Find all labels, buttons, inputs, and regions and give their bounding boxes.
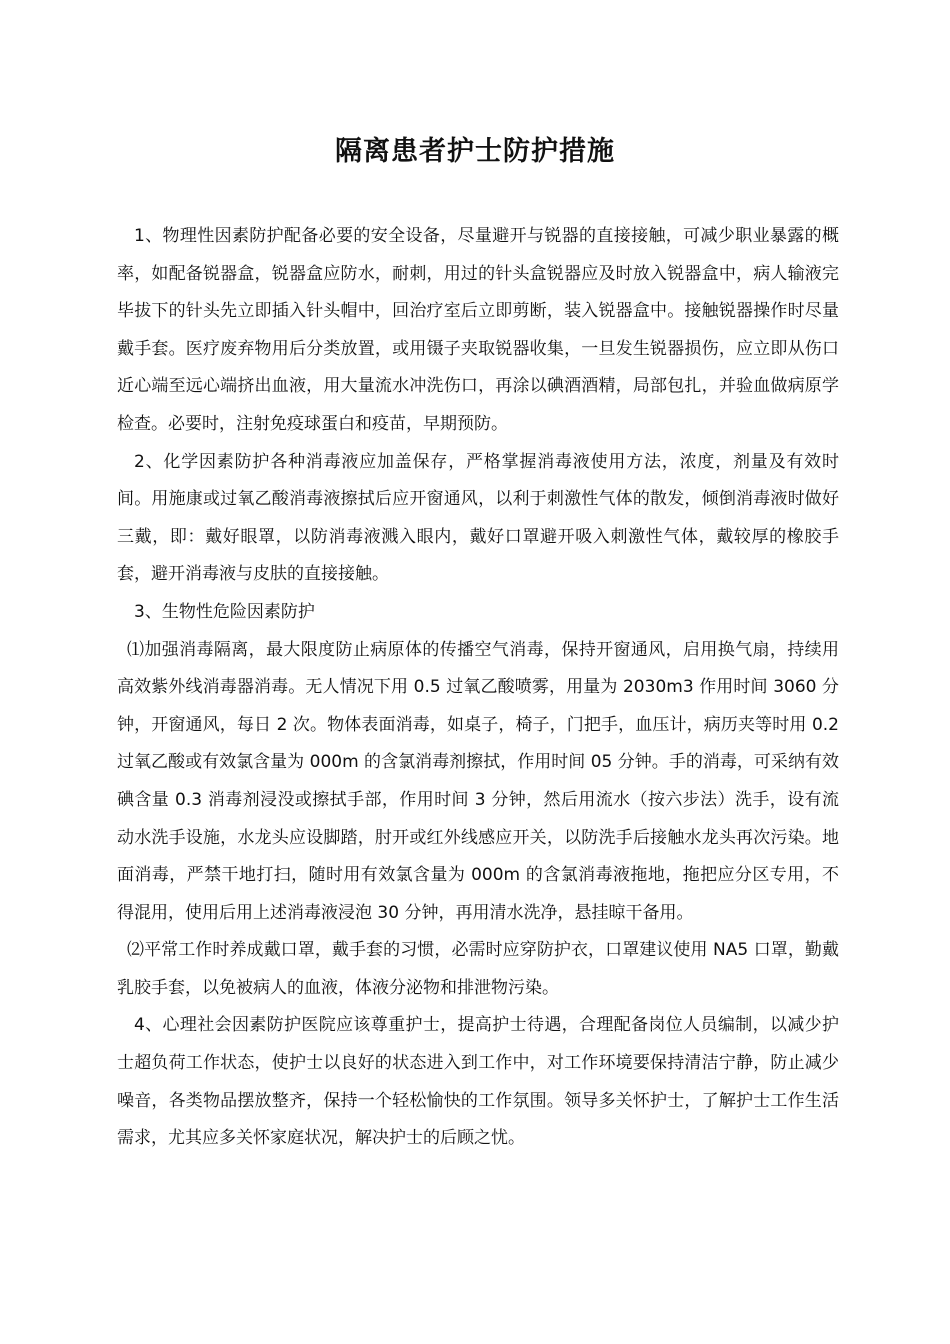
paragraph-chemical-protection: 2、化学因素防护各种消毒液应加盖保存，严格掌握消毒液使用方法，浓度，剂量及有效时间。用施康或过氧乙酸消毒液擦拭后应开窗通风，以利于刺激性气体的散发，倾倒消毒液时做好三戴，即：戴好眼罩，以防消毒液溅入眼内，戴好口罩避开吸入刺激性气体，戴较厚的橡胶手套，避开消毒液与皮肤的直接接触。 [117, 451, 839, 585]
document-title: 隔离患者护士防护措施 [335, 136, 615, 167]
paragraph-physical-protection: 1、物理性因素防护配备必要的安全设备，尽量避开与锐器的直接接触，可减少职业暴露的概率，如配备锐器盒，锐器盒应防水，耐刺，用过的针头盒锐器应及时放入锐器盒中，病人输液完毕拔下的针头先立即插入针头帽中，回治疗室后立即剪断，装入锐器盒中。接触锐器操作时尽量戴手套。医疗废弃物用后分类放置，或用镊子夹取锐器收集，一旦发生锐器损伤，应立即从伤口近心端至远心端挤出血液，用大量流水冲洗伤口，再涂以碘酒酒精，局部包扎，并验血做病原学检查。必要时，注射免疫球蛋白和疫苗，早期预防。 [117, 226, 839, 434]
paragraph-daily-mask-gloves: ⑵平常工作时养成戴口罩，戴手套的习惯，必需时应穿防护衣，口罩建议使用 NA5 口罩，勤戴乳胶手套，以免被病人的血液，体液分泌物和排泄物污染。 [117, 940, 839, 998]
document-body [117, 218, 839, 1158]
paragraph-biological-heading: 3、生物性危险因素防护 [134, 601, 315, 622]
paragraph-psychosocial-protection: 4、心理社会因素防护医院应该尊重护士，提高护士待遇，合理配备岗位人员编制，以减少护士超负荷工作状态，使护士以良好的状态进入到工作中，对工作环境要保持清洁宁静，防止减少噪音，各类物品摆放整齐，保持一个轻松愉快的工作氛围。领导多关怀护士，了解护士工作生活需求，尤其应多关怀家庭状况，解决护士的后顾之忧。 [117, 1015, 839, 1149]
paragraph-disinfection-isolation: ⑴加强消毒隔离，最大限度防止病原体的传播空气消毒，保持开窗通风，启用换气扇，持续用高效紫外线消毒器消毒。无人情况下用 0.5 过氧乙酸喷雾，用量为 2030m3 作用时间 3060 分钟，开窗通风，每日 2 次。物体表面消毒，如桌子，椅子，门把手，血压计，病历夹等时用 0.2 过氧乙酸或有效氯含量为 000m 的含氯消毒剂擦拭，作用时间 05 分钟。手的消毒，可采纳有效碘含量 0.3 消毒剂浸没或擦拭手部，作用时间 3 分钟，然后用流水（按六步法）洗手，设有流动水洗手设施，水龙头应设脚踏，肘开或红外线感应开关，以防洗手后接触水龙头再次污染。地面消毒，严禁干地打扫，随时用有效氯含量为 000m 的含氯消毒液拖地，拖把应分区专用，不得混用，使用后用上述消毒液浸泡 30 分钟，再用清水洗净，悬挂晾干备用。 [117, 639, 839, 923]
